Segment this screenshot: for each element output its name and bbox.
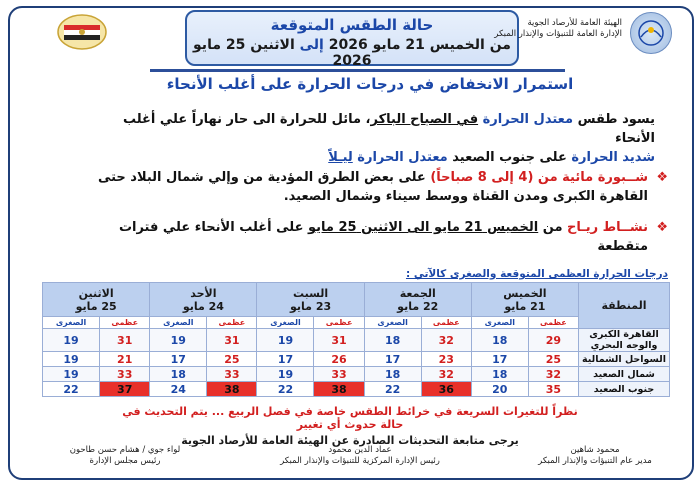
day-date: 24 مايو [182, 299, 224, 313]
day-header [150, 283, 257, 317]
intro-highlight: معتدل الحرارة [482, 112, 574, 127]
max-label: عظمى [528, 317, 578, 329]
max-temp: 32 [528, 367, 578, 382]
day-name: الجمعة [399, 286, 436, 300]
table-row [43, 382, 670, 397]
signature-name: عماد الدين محمود [328, 445, 392, 455]
min-temp: 17 [364, 352, 421, 367]
intro-text: ، مائل للحرارة الى حار نهاراً علي أغلب الأنحاء [122, 112, 655, 146]
max-temp: 38 [207, 382, 257, 397]
min-temp: 19 [43, 329, 100, 352]
region-name: جنوب الصعيد [579, 382, 670, 397]
table-caption: درجات الحرارة العظمى المتوقعة والصغرى كالآتي : [405, 268, 668, 280]
max-temp: 36 [421, 382, 471, 397]
day-date: 25 مايو [75, 299, 117, 313]
bullet-fog [95, 168, 670, 206]
min-temp: 22 [364, 382, 421, 397]
day-date: 22 مايو [397, 299, 439, 313]
signature-title: مدير عام التنبؤات والإنذار المبكر [538, 456, 652, 466]
signature-title: رئيس مجلس الإدارة [89, 456, 161, 466]
max-temp: 32 [421, 367, 471, 382]
day-header [43, 283, 150, 317]
table-row [43, 352, 670, 367]
max-temp: 25 [207, 352, 257, 367]
intro-paragraph [95, 110, 655, 167]
max-label: عظمى [100, 317, 150, 329]
region-name: شمال الصعيد [579, 367, 670, 382]
min-temp: 18 [364, 329, 421, 352]
bullet-text: من [542, 220, 563, 235]
emblem-logo [56, 12, 108, 52]
min-temp: 20 [471, 382, 528, 397]
max-temp: 35 [528, 382, 578, 397]
min-temp: 24 [150, 382, 207, 397]
max-temp: 32 [421, 329, 471, 352]
min-temp: 22 [257, 382, 314, 397]
notice-line-1: نظراً للتغيرات السريعة في خرائط الطقس خاصة في فصل الربيع ... يتم التحديث في حالة حدوث أي تغيير [122, 405, 578, 431]
min-temp: 18 [471, 367, 528, 382]
authority-line-1: الهيئة العامة للأرصاد الجوية [527, 18, 622, 28]
header-divider [150, 69, 565, 72]
day-date: 21 مايو [504, 299, 546, 313]
max-temp: 29 [528, 329, 578, 352]
bullet-text: على أغلب الأنحاء علي فترات متقطعة [118, 220, 648, 254]
table-subheader-row [43, 317, 670, 329]
max-temp: 33 [100, 367, 150, 382]
signature-block [505, 445, 685, 467]
min-temp: 19 [257, 367, 314, 382]
authority-logo [630, 12, 672, 54]
max-temp: 21 [100, 352, 150, 367]
intro-highlight: معتدل الحرارة [357, 150, 448, 165]
bullet-label: نشــاط ريـاح [567, 220, 648, 235]
max-label: عظمى [421, 317, 471, 329]
max-label: عظمى [207, 317, 257, 329]
max-temp: 26 [314, 352, 364, 367]
signature-title: رئيس الإدارة المركزية للتنبؤات والإنذار المبكر [280, 456, 440, 466]
diamond-bullet-icon: ❖ [656, 220, 668, 235]
notice-line-2: يرجى متابعة التحديثات الصادرة عن الهيئة العامة للأرصاد الجوية [181, 434, 519, 447]
max-label: عظمى [314, 317, 364, 329]
diamond-bullet-icon: ❖ [656, 170, 668, 185]
max-temp: 33 [207, 367, 257, 382]
min-label: الصغرى [471, 317, 528, 329]
min-temp: 19 [43, 352, 100, 367]
min-label: الصغرى [150, 317, 207, 329]
bullet-label: شــبورة مائية من (4 إلى 8 صباحاً) [430, 170, 648, 185]
day-date: 23 مايو [290, 299, 332, 313]
authority-name [494, 18, 622, 40]
min-temp: 22 [43, 382, 100, 397]
max-temp: 38 [314, 382, 364, 397]
day-header [257, 283, 364, 317]
min-label: الصغرى [43, 317, 100, 329]
max-temp: 37 [100, 382, 150, 397]
min-temp: 18 [471, 329, 528, 352]
max-temp: 31 [314, 329, 364, 352]
region-header: المنطقة [579, 283, 670, 329]
day-name: السبت [292, 286, 329, 300]
region-name: القاهرة الكبرى والوجه البحري [579, 329, 670, 352]
max-temp: 31 [100, 329, 150, 352]
min-temp: 18 [150, 367, 207, 382]
min-temp: 17 [471, 352, 528, 367]
intro-line-2 [95, 148, 655, 167]
day-header [471, 283, 578, 317]
authority-line-2: الإدارة العامة للتنبؤات والإنذار المبكر [494, 29, 622, 39]
min-label: الصغرى [364, 317, 421, 329]
max-temp: 23 [421, 352, 471, 367]
day-name: الاثنين [78, 286, 114, 300]
update-notice [110, 405, 590, 447]
day-header [364, 283, 471, 317]
intro-highlight: شديد الحرارة [571, 150, 655, 165]
min-temp: 19 [257, 329, 314, 352]
period-to: إلى [299, 37, 324, 53]
forecast-title: حالة الطقس المتوقعة [270, 16, 434, 34]
intro-underlined: في الصباح الباكر [370, 112, 479, 127]
forecast-title-box [185, 10, 519, 69]
day-name: الخميس [503, 286, 547, 300]
max-temp: 31 [207, 329, 257, 352]
period-start: من الخميس 21 مايو 2026 [328, 37, 511, 53]
day-name: الأحد [190, 286, 217, 300]
min-temp: 19 [150, 329, 207, 352]
region-name: السواحل الشمالية [579, 352, 670, 367]
table-row [43, 329, 670, 352]
bullet-wind [95, 218, 670, 256]
max-temp: 25 [528, 352, 578, 367]
table-header-row [43, 283, 670, 317]
headline: استمرار الانخفاض في درجات الحرارة على أغلب الأنحاء [166, 75, 574, 93]
signature-block [40, 445, 210, 467]
intro-text: يسود طقس [577, 112, 655, 127]
intro-underlined: ليـلاً [328, 150, 353, 165]
max-temp: 33 [314, 367, 364, 382]
min-temp: 17 [257, 352, 314, 367]
temperature-table [42, 282, 670, 397]
period-end: الاثنين 25 مايو 2026 [193, 37, 372, 69]
bullet-list [95, 168, 670, 268]
intro-text: على جنوب الصعيد [452, 150, 567, 165]
min-temp: 19 [43, 367, 100, 382]
min-label: الصغرى [257, 317, 314, 329]
table-row [43, 367, 670, 382]
header [0, 0, 700, 70]
min-temp: 18 [364, 367, 421, 382]
intro-line-1 [95, 110, 655, 148]
min-temp: 17 [150, 352, 207, 367]
signature-name: محمود شاهين [570, 445, 620, 455]
signature-name: لواء جوي / هشام حسن طاحون [69, 445, 181, 455]
signature-block [255, 445, 465, 467]
bullet-underlined: الخميس 21 مايو الى الاثنين 25 مايو [308, 220, 539, 235]
forecast-period [187, 37, 517, 69]
bullet-text: على بعض الطرق المؤدية من وإلي شمال البلاد حتى القاهرة الكبرى ومدن القناة ووسط سيناء وشمال الصعيد. [97, 170, 648, 204]
